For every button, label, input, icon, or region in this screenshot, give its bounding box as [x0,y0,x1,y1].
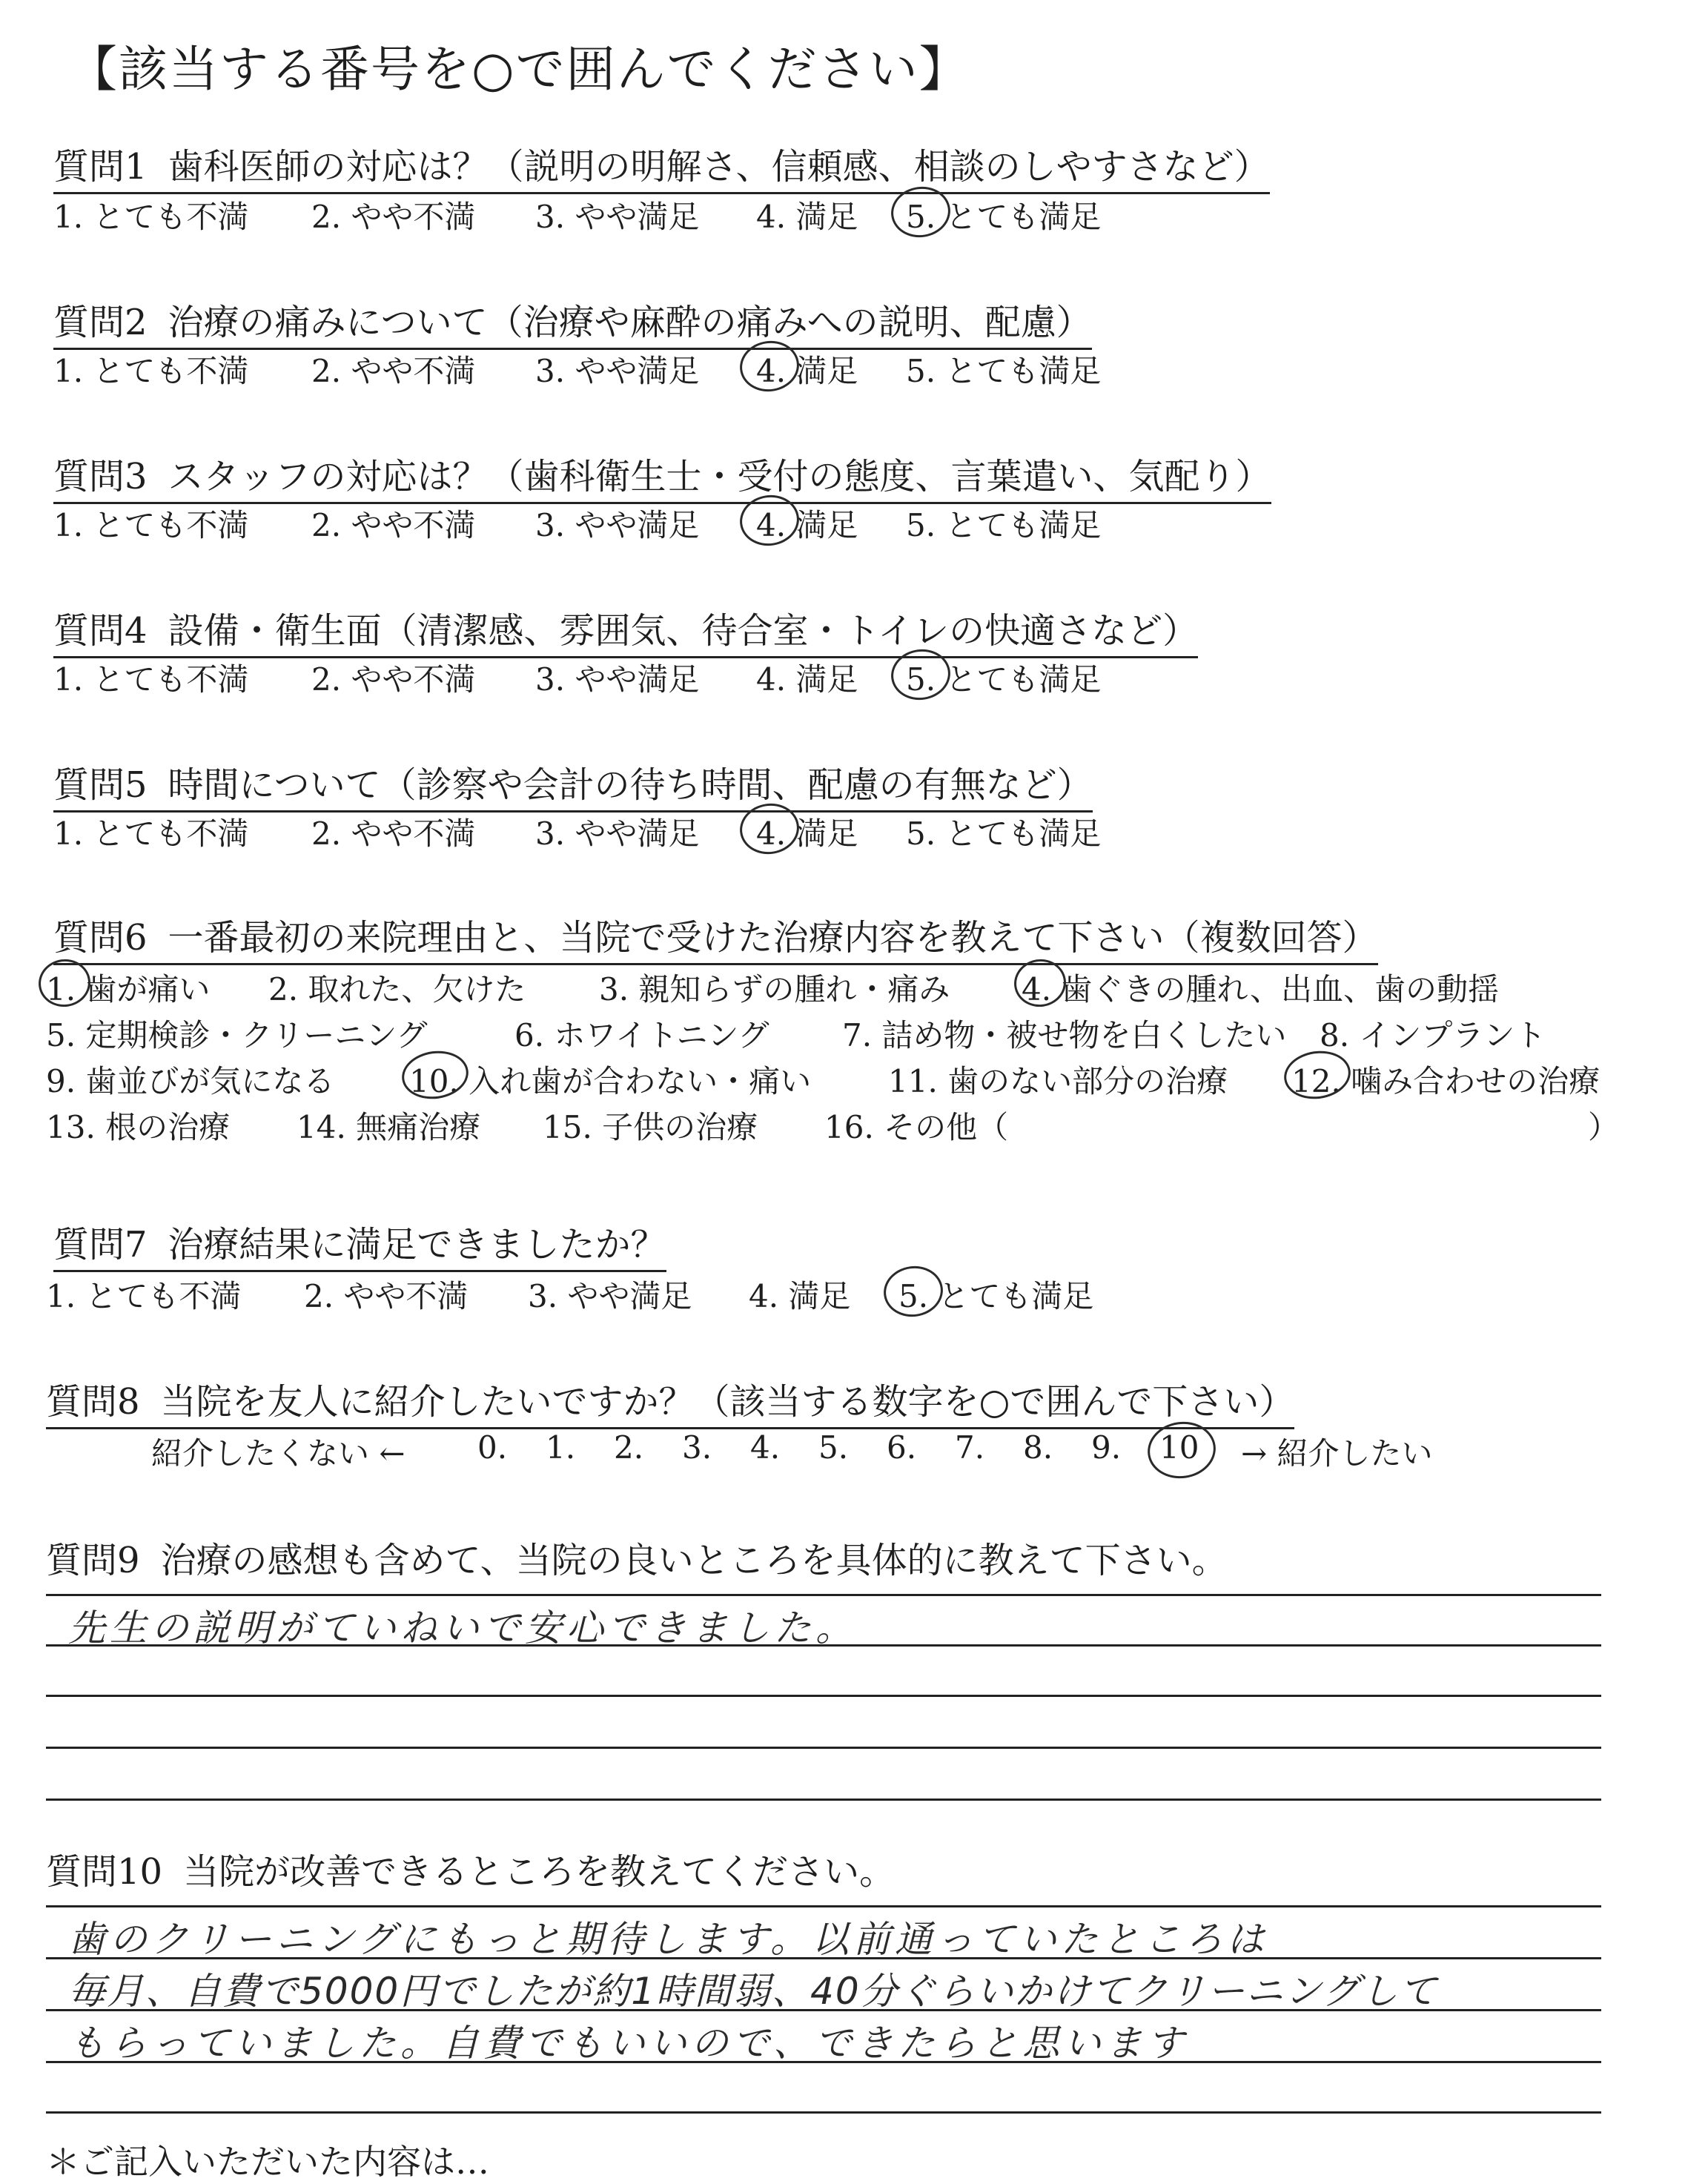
reason-7[interactable]: 7. 詰め物・被せ物を白くしたい [842,1017,1287,1053]
answer-line [46,1747,1601,1749]
answer-line [46,2009,1601,2011]
footer-note: ＊ご記入いただいた内容は… [46,2142,489,2182]
option-4[interactable]: 4. 満足 [756,507,858,543]
question-3-text: スタッフの対応は？（歯科衛生士・受付の態度、言葉遣い、気配り） [168,456,1271,497]
option-4[interactable]: 4. 満足 [749,1278,851,1314]
scale-number[interactable]: 8. [1023,1429,1053,1466]
scale-right-label: → 紹介したい [1241,1435,1433,1472]
option-3[interactable]: 3. やや満足 [528,1278,692,1314]
reason-15[interactable]: 15. 子供の治療 [543,1109,758,1145]
question-4-text: 設備・衛生面（清潔感、雰囲気、待合室・トイレの快適さなど） [168,610,1199,652]
reason-12[interactable]: 12. 噛み合わせの治療 [1291,1063,1601,1099]
question-10-answer-line-1[interactable]: 歯のクリーニングにもっと期待します。以前通っていたところは [68,1918,1268,1961]
question-10-answer-line-3[interactable]: もらっていました。自費でもいいので、できたらと思います [68,2022,1188,2065]
reason-13[interactable]: 13. 根の治療 [46,1109,231,1145]
reason-5[interactable]: 5. 定期検診・クリーニング [46,1017,428,1053]
question-6-number: 質問6 [53,917,148,959]
question-10-answer-line-2[interactable]: 毎月、自費で5000円でしたが約1時間弱、40分ぐらいかけてクリーニングして [68,1970,1438,2013]
reason-16-close: ） [1588,1109,1620,1145]
scale-number[interactable]: 5. [818,1429,849,1466]
question-4-heading [53,602,1198,658]
scale-number[interactable]: 6. [887,1429,917,1466]
option-4[interactable]: 4. 満足 [756,199,858,235]
recommend-scale [151,1429,1560,1474]
option-1[interactable]: 1. とても不満 [53,353,249,389]
scale-number[interactable]: 1. [546,1429,576,1466]
option-1[interactable]: 1. とても不満 [53,661,249,698]
reason-1[interactable]: 1. 歯が痛い [46,971,211,1007]
question-9-answer[interactable]: 先生の説明がていねいで安心できました。 [68,1606,857,1649]
question-3-number: 質問3 [53,456,148,497]
reason-16[interactable]: 16. その他（ [824,1109,1009,1145]
question-3-options [53,501,1239,546]
answer-line [46,1799,1601,1801]
option-1[interactable]: 1. とても不満 [53,507,249,543]
option-4[interactable]: 4. 満足 [756,815,858,852]
scale-left-label: 紹介したくない ← [151,1435,406,1472]
scale-number[interactable]: 2. [614,1429,644,1466]
question-9-text: 治療の感想も含めて、当院の良いところを具体的に教えて下さい。 [160,1540,1228,1581]
question-6-text: 一番最初の来院理由と、当院で受けた治療内容を教えて下さい（複数回答） [168,917,1378,959]
question-5-number: 質問5 [53,764,148,806]
option-1[interactable]: 1. とても不満 [53,815,249,852]
question-1-number: 質問1 [53,146,148,188]
option-3[interactable]: 3. やや満足 [535,353,700,389]
question-2-number: 質問2 [53,302,148,343]
reason-8[interactable]: 8. インプラント [1320,1017,1546,1053]
option-2[interactable]: 2. やや不満 [311,661,476,698]
option-1[interactable]: 1. とても不満 [53,199,249,235]
question-10-number: 質問10 [46,1851,163,1893]
question-6-options [46,965,1677,1158]
option-5[interactable]: 5. とても満足 [906,199,1102,235]
question-4-number: 質問4 [53,610,148,652]
page-title: 【該当する番号を○で囲んでください】 [68,41,970,98]
option-2[interactable]: 2. やや不満 [311,815,476,852]
option-5[interactable]: 5. とても満足 [906,815,1102,852]
scale-number[interactable]: 4. [750,1429,781,1466]
reason-4[interactable]: 4. 歯ぐきの腫れ、出血、歯の動揺 [1022,971,1499,1007]
question-8-text: 当院を友人に紹介したいですか？（該当する数字を○で囲んで下さい） [160,1381,1295,1423]
reason-11[interactable]: 11. 歯のない部分の治療 [888,1063,1228,1099]
reason-3[interactable]: 3. 親知らずの腫れ・痛み [599,971,950,1007]
option-1[interactable]: 1. とても不満 [46,1278,242,1314]
question-4-options [53,655,1239,700]
question-9-number: 質問9 [46,1540,140,1581]
question-5-options [53,810,1239,854]
question-7-options [46,1272,1232,1317]
answer-line [46,2111,1601,2114]
question-10-text: 当院が改善できるところを教えてください。 [183,1851,896,1893]
scale-number[interactable]: 0. [477,1429,508,1466]
question-1-heading [53,138,1270,194]
reason-2[interactable]: 2. 取れた、欠けた [268,971,526,1007]
answer-line [46,1594,1601,1596]
question-8-number: 質問8 [46,1381,140,1423]
option-2[interactable]: 2. やや不満 [311,199,476,235]
question-7-number: 質問7 [53,1224,148,1265]
question-2-text: 治療の痛みについて（治療や麻酔の痛みへの説明、配慮） [168,302,1092,343]
option-3[interactable]: 3. やや満足 [535,199,700,235]
question-1-text: 歯科医師の対応は？（説明の明解さ、信頼感、相談のしやすさなど） [168,146,1270,188]
scale-number[interactable]: 10 [1159,1429,1199,1466]
option-5[interactable]: 5. とても満足 [906,661,1102,698]
option-2[interactable]: 2. やや不満 [311,507,476,543]
question-10-heading [46,1843,895,1897]
question-7-heading [53,1216,666,1272]
scale-number[interactable]: 7. [955,1429,985,1466]
option-2[interactable]: 2. やや不満 [304,1278,469,1314]
answer-line [46,1905,1601,1907]
option-3[interactable]: 3. やや満足 [535,661,700,698]
option-4[interactable]: 4. 満足 [756,353,858,389]
question-7-text: 治療結果に満足できましたか？ [168,1224,666,1265]
scale-numbers [477,1429,1367,1474]
reason-10[interactable]: 10. 入れ歯が合わない・痛い [409,1063,812,1099]
question-2-options [53,347,1239,391]
option-4[interactable]: 4. 満足 [756,661,858,698]
answer-line [46,1695,1601,1697]
answer-line [46,2061,1601,2063]
option-5[interactable]: 5. とても満足 [906,353,1102,389]
question-5-text: 時間について（診察や会計の待ち時間、配慮の有無など） [168,764,1093,806]
question-5-heading [53,756,1093,813]
answer-line [46,1957,1601,1959]
question-1-options [53,193,1239,237]
reason-14[interactable]: 14. 無痛治療 [297,1109,481,1145]
question-2-heading [53,294,1092,350]
question-6-heading [53,909,1378,965]
scale-number[interactable]: 3. [682,1429,712,1466]
option-3[interactable]: 3. やや満足 [535,507,700,543]
scale-number[interactable]: 9. [1091,1429,1122,1466]
question-8-heading [46,1373,1294,1429]
option-5[interactable]: 5. とても満足 [906,507,1102,543]
option-2[interactable]: 2. やや不満 [311,353,476,389]
reason-9[interactable]: 9. 歯並びが気になる [46,1063,335,1099]
answer-line [46,1644,1601,1647]
option-5[interactable]: 5. とても満足 [898,1278,1094,1314]
question-9-heading [46,1532,1228,1586]
reason-6[interactable]: 6. ホワイトニング [514,1017,769,1053]
option-3[interactable]: 3. やや満足 [535,815,700,852]
question-3-heading [53,448,1271,504]
